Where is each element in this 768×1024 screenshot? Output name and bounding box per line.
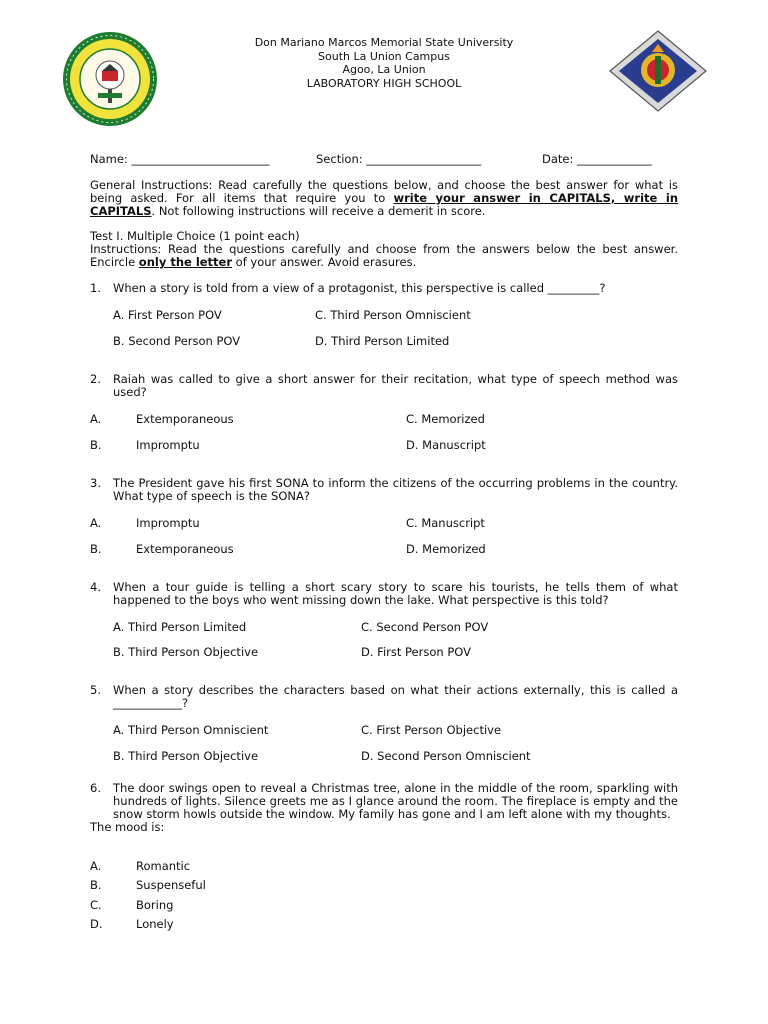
option[interactable]: Impromptu bbox=[136, 516, 200, 530]
option[interactable]: B. Third Person Objective bbox=[113, 645, 259, 659]
general-instructions: General Instructions: Read carefully the questions below, and choose the best answer for what is being asked. For all items that require you to write your answer in CAPITALS, write in CAPITALS. Not following instructions will receive a demerit in score. bbox=[90, 178, 679, 218]
name-field[interactable]: Name: ________________________ bbox=[90, 152, 270, 166]
option[interactable]: C. First Person Objective bbox=[361, 723, 502, 737]
option-letter[interactable]: C. bbox=[90, 898, 102, 912]
option-letter[interactable]: A. bbox=[90, 516, 102, 530]
question-5: 5. When a story describes the characters based on what their actions externally, this is called a ____________? bbox=[90, 683, 678, 710]
capitals-emphasis: write your answer in CAPITALS, write in CAPITALS bbox=[90, 191, 679, 218]
letter-emphasis: only the letter bbox=[138, 255, 233, 269]
question-2: 2. Raiah was called to give a short answer for their recitation, what type of speech method was used? bbox=[90, 372, 678, 399]
test-instructions: Test I. Multiple Choice (1 point each) Instructions: Read the questions carefully and choose from the answers below the best answer. Encircle only the letter of your answer. Avoid erasures. bbox=[90, 229, 678, 269]
option[interactable]: D. Third Person Limited bbox=[315, 334, 450, 348]
question-3: 3. The President gave his first SONA to inform the citizens of the occurring problems in the country. What type of speech is the SONA? bbox=[90, 476, 678, 503]
section-field[interactable]: Section: ____________________ bbox=[316, 152, 482, 166]
option[interactable]: B. Second Person POV bbox=[113, 334, 241, 348]
question-text: When a tour guide is telling a short scary story to scare his tourists, he tells them of what happened to the boys who went missing down the lake. What perspective is this told? bbox=[113, 580, 678, 607]
option[interactable]: D. Memorized bbox=[406, 542, 486, 556]
option[interactable]: C. Manuscript bbox=[406, 516, 485, 530]
option-letter[interactable]: D. bbox=[90, 917, 103, 931]
option[interactable]: Boring bbox=[136, 898, 174, 912]
option-letter[interactable]: A. bbox=[90, 859, 102, 873]
question-text: When a story is told from a view of a protagonist, this perspective is called _________? bbox=[113, 281, 606, 295]
option[interactable]: A. Third Person Limited bbox=[113, 620, 247, 634]
school-header bbox=[0, 36, 768, 90]
option[interactable]: C. Memorized bbox=[406, 412, 485, 426]
date-field[interactable]: Date: _____________ bbox=[542, 152, 652, 166]
question-1: 1. When a story is told from a view of a protagonist, this perspective is called _________? bbox=[90, 282, 678, 295]
question-6: 6. The door swings open to reveal a Christmas tree, alone in the middle of the room, sparkling with hundreds of lights. Silence greets me as I glance around the room. The fireplace is empty and the snow storm howls outside the window. My family has gone and I am left alone with my thoughts. The mood is: bbox=[90, 781, 678, 834]
option[interactable]: Romantic bbox=[136, 859, 191, 873]
school-name: LABORATORY HIGH SCHOOL bbox=[306, 76, 462, 90]
option-letter[interactable]: B. bbox=[90, 542, 102, 556]
campus-location: Agoo, La Union bbox=[342, 63, 426, 76]
option[interactable]: A. First Person POV bbox=[113, 308, 222, 322]
question-4: 4. When a tour guide is telling a short scary story to scare his tourists, he tells them of what happened to the boys who went missing down the lake. What perspective is this told? bbox=[90, 580, 678, 607]
option-letter[interactable]: B. bbox=[90, 438, 102, 452]
option[interactable]: D. Second Person Omniscient bbox=[361, 749, 531, 763]
option[interactable]: Lonely bbox=[136, 917, 174, 931]
option[interactable]: Impromptu bbox=[136, 438, 200, 452]
option[interactable]: C. Second Person POV bbox=[361, 620, 489, 634]
option-letter[interactable]: B. bbox=[90, 878, 102, 892]
option[interactable]: Extemporaneous bbox=[136, 542, 234, 556]
option[interactable]: B. Third Person Objective bbox=[113, 749, 259, 763]
option[interactable]: Extemporaneous bbox=[136, 412, 234, 426]
university-name: Don Mariano Marcos Memorial State University bbox=[254, 36, 514, 49]
test-title: Test I. Multiple Choice (1 point each) bbox=[90, 229, 300, 243]
option[interactable]: A. Third Person Omniscient bbox=[113, 723, 269, 737]
option[interactable]: C. Third Person Omniscient bbox=[315, 308, 471, 322]
option-letter[interactable]: A. bbox=[90, 412, 102, 426]
question-text: The door swings open to reveal a Christmas tree, alone in the middle of the room, sparkling with hundreds of lights. Silence greets me as I glance around the room. The fireplace is empty and the snow storm howls outside the window. My family has gone and I am left alone with my thoughts. bbox=[113, 781, 678, 821]
campus-name: South La Union Campus bbox=[318, 49, 450, 63]
question-text: When a story describes the characters based on what their actions externally, this is called a ____________? bbox=[113, 683, 678, 710]
question-prompt: The mood is: bbox=[90, 820, 165, 834]
question-text: Raiah was called to give a short answer for their recitation, what type of speech method was used? bbox=[113, 372, 678, 399]
option[interactable]: Suspenseful bbox=[136, 878, 206, 892]
option[interactable]: D. First Person POV bbox=[361, 645, 471, 659]
option[interactable]: D. Manuscript bbox=[406, 438, 486, 452]
question-text: The President gave his first SONA to inform the citizens of the occurring problems in the country. What type of speech is the SONA? bbox=[113, 476, 678, 503]
